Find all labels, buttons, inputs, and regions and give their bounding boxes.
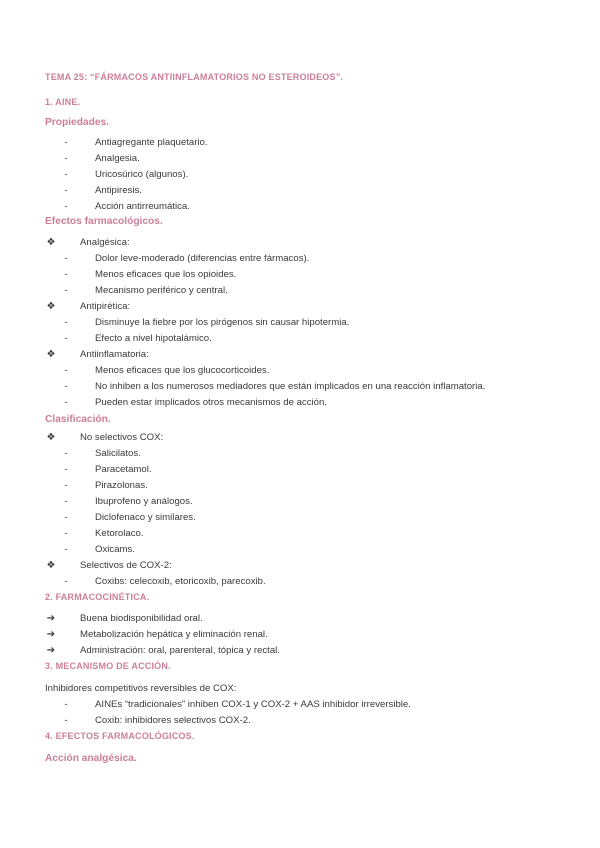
- dash-bullet: -: [64, 480, 68, 491]
- dash-bullet: -: [64, 381, 68, 392]
- dash-bullet: -: [64, 397, 68, 408]
- dash-bullet: -: [64, 185, 68, 196]
- dash-bullet: -: [64, 464, 68, 475]
- accion-analgesica-heading: Acción analgésica.: [45, 753, 137, 764]
- section-4-heading: 4. EFECTOS FARMACOLÓGICOS.: [45, 731, 195, 741]
- arrow-bullet-icon: ➔: [46, 645, 56, 656]
- document-title: TEMA 25: “FÁRMACOS ANTIINFLAMATORIOS NO ESTEROIDEOS”.: [45, 72, 344, 82]
- section-3-intro: Inhibidores competitivos reversibles de COX:: [45, 683, 237, 694]
- dash-bullet: -: [64, 365, 68, 376]
- arrow-bullet-icon: ➔: [46, 629, 56, 640]
- dash-bullet: -: [64, 333, 68, 344]
- efectos-heading: Efectos farmacológicos.: [45, 216, 163, 227]
- dash-bullet: -: [64, 169, 68, 180]
- clasificacion-heading: Clasificación.: [45, 414, 111, 425]
- dash-bullet: -: [64, 715, 68, 726]
- dash-bullet: -: [64, 699, 68, 710]
- dash-bullet: -: [64, 253, 68, 264]
- arrow-bullet-icon: ➔: [46, 613, 56, 624]
- dash-bullet: -: [64, 448, 68, 459]
- dash-bullet: -: [64, 137, 68, 148]
- dash-bullet: -: [64, 496, 68, 507]
- section-2-heading: 2. FARMACOCINÉTICA.: [45, 592, 150, 602]
- diamond-bullet-icon: ❖: [46, 432, 56, 443]
- dash-bullet: -: [64, 201, 68, 212]
- section-1-heading: 1. AINE.: [45, 97, 81, 107]
- dash-bullet: -: [64, 153, 68, 164]
- dash-bullet: -: [64, 528, 68, 539]
- dash-bullet: -: [64, 512, 68, 523]
- propiedades-heading: Propiedades.: [45, 117, 109, 128]
- dash-bullet: -: [64, 285, 68, 296]
- dash-bullet: -: [64, 576, 68, 587]
- diamond-bullet-icon: ❖: [46, 349, 56, 360]
- dash-bullet: -: [64, 317, 68, 328]
- section-3-heading: 3. MECANISMO DE ACCIÓN.: [45, 661, 171, 671]
- diamond-bullet-icon: ❖: [46, 560, 56, 571]
- diamond-bullet-icon: ❖: [46, 301, 56, 312]
- document-page: TEMA 25: “FÁRMACOS ANTIINFLAMATORIOS NO ESTEROIDEOS”. 1. AINE. Propiedades. - Antiagregante plaquetario. - Analgesia. - Uricosúrico (algunos). - Antipiresis. - Acción antirreumática. Efectos farmacológicos. ❖ Analgésica: - Dolor leve-moderado (diferencias entre fármacos). - Menos eficaces que los opioides. - Mecanismo periférico y central. ❖ Antipirética: - Disminuye la fiebre por los pirógenos sin causar hipotermia. - Efecto a nivel hipotalámico. ❖ Antiinflamatoria: - Menos eficaces que los glucocorticoides. - No inhiben a los numerosos mediadores que están implicados en una reacción inflamatoria. - Pueden estar implicados otros mecanismos de acción. Clasificación. ❖ No selectivos COX: - Salicilatos. - Paracetamol. - Pirazolonas. - Ibuprofeno y análogos. - Diclofenaco y similares. - Ketorolaco. - Oxicams. ❖ Selectivos de COX-2: - Coxibs: celecoxib, etoricoxib, parecoxib. 2. FARMACOCINÉTICA. ➔ Buena biodisponibilidad oral. ➔ Metabolización hepática y eliminación renal. ➔ Administración: oral, parenteral, tópica y rectal. 3. MECANISMO DE ACCIÓN. Inhibidores competitivos reversibles de COX: - AINEs “tradicionales” inhiben COX-1 y COX-2 + AAS inhibidor irreversible. - Coxib: inhibidores selectivos COX-2. 4. EFECTOS FARMACOLÓGICOS. Acción analgésica.: [0, 0, 600, 848]
- dash-bullet: -: [64, 544, 68, 555]
- diamond-bullet-icon: ❖: [46, 237, 56, 248]
- dash-bullet: -: [64, 269, 68, 280]
